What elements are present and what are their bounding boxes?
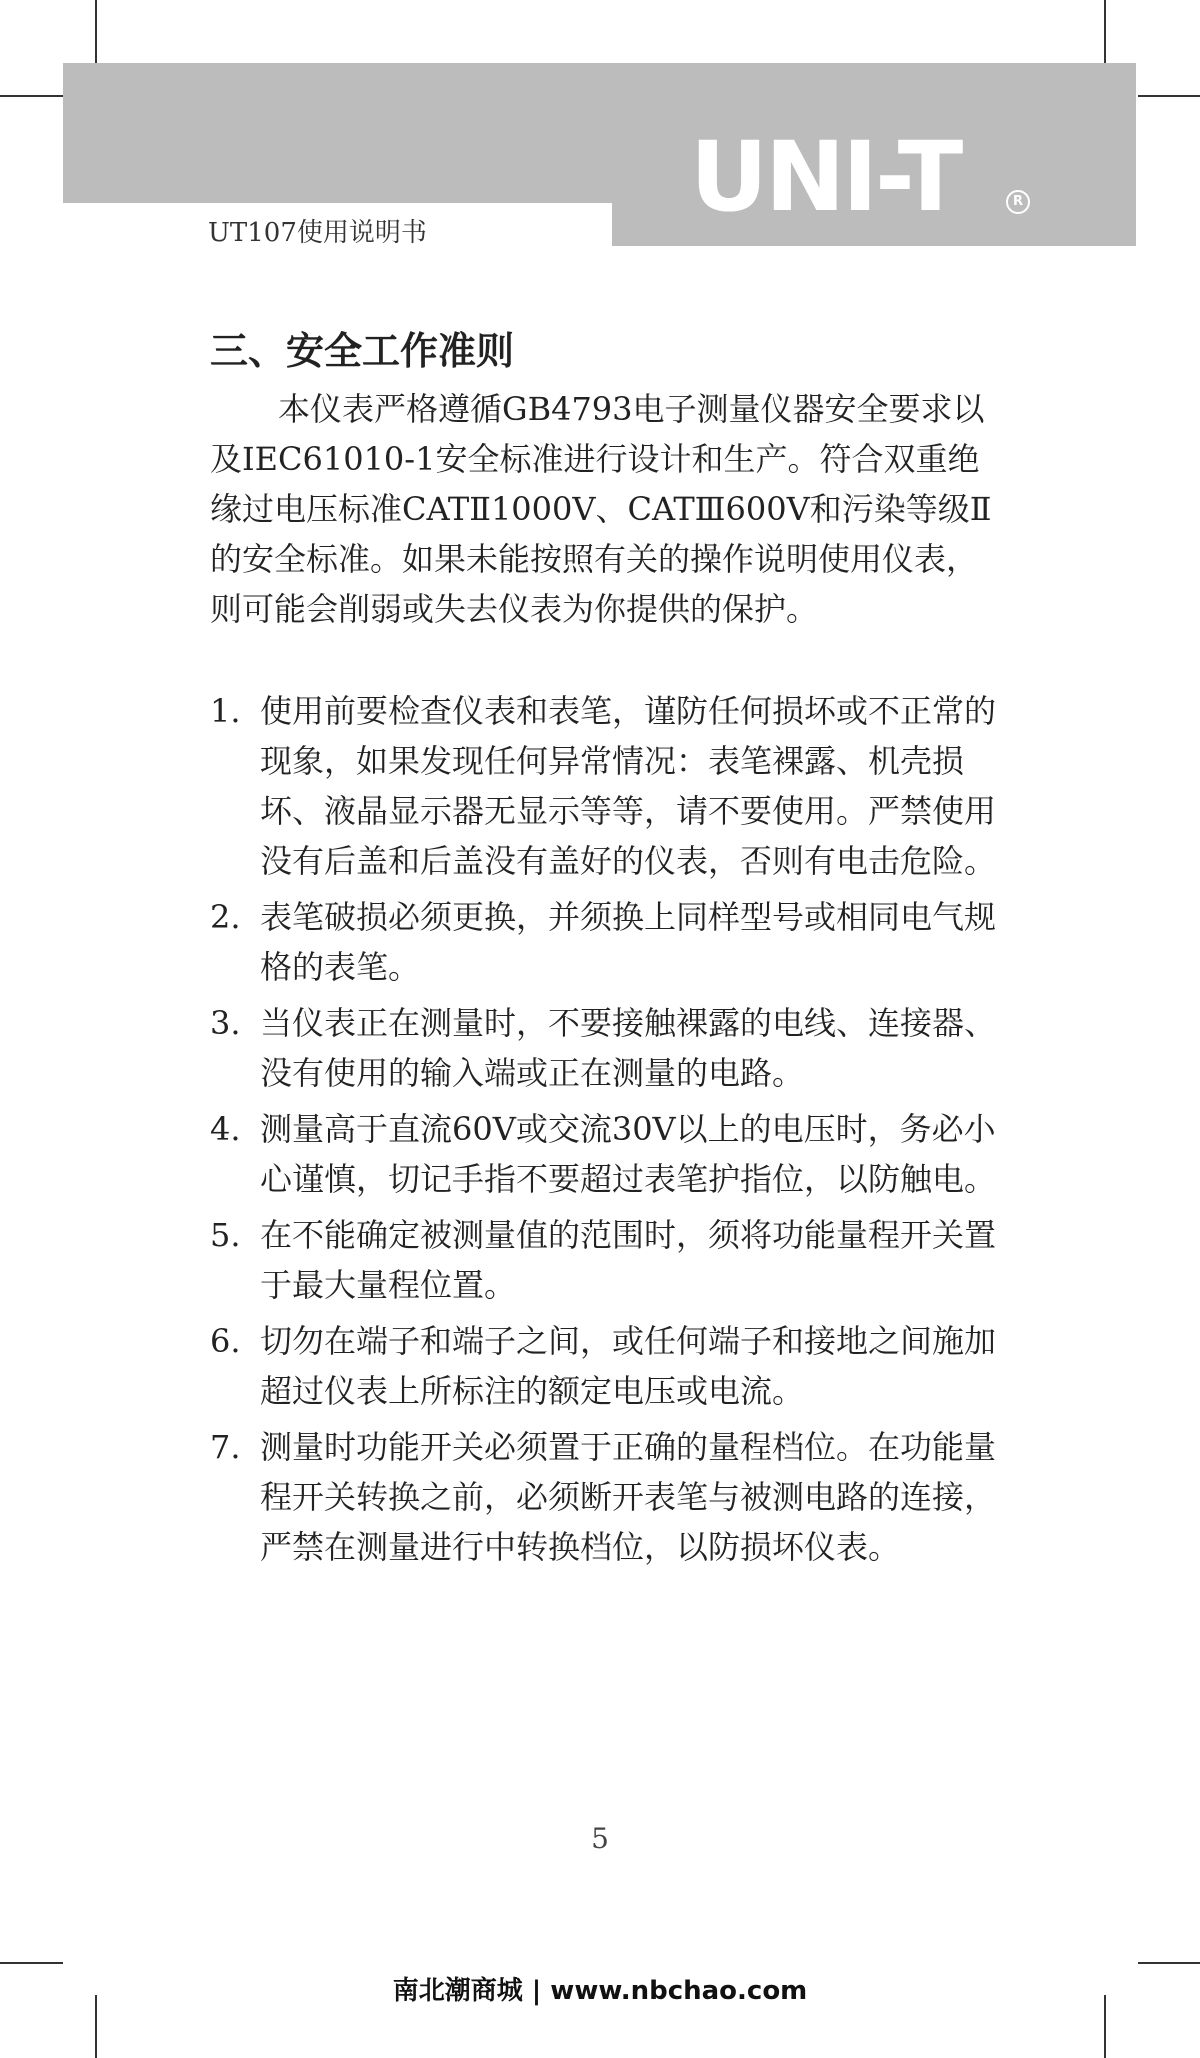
document-title: UT107使用说明书 [208, 218, 427, 248]
rule-number: 4. [210, 1110, 241, 1148]
page-number: 5 [591, 1822, 609, 1855]
rule-text: 当仪表正在测量时，不要接触裸露的电线、连接器、没有使用的输入端或正在测量的电路。 [260, 1004, 997, 1092]
rule-number: 2. [210, 898, 241, 936]
crop-mark-top-right-v [1104, 0, 1106, 63]
rule-text: 切勿在端子和端子之间，或任何端子和接地之间施加超过仪表上所标注的额定电压或电流。 [260, 1322, 997, 1410]
rule-text: 测量高于直流60V或交流30V以上的电压时，务必小心谨慎，切记手指不要超过表笔护指位，以防触电。 [260, 1110, 997, 1198]
footer-watermark: 南北潮商城 | www.nbchao.com [392, 1976, 808, 2006]
rule-item [210, 998, 1000, 1098]
rule-item [210, 1422, 1000, 1572]
rule-number: 6. [210, 1322, 241, 1360]
rule-text: 表笔破损必须更换，并须换上同样型号或相同电气规格的表笔。 [260, 898, 997, 986]
rule-item [210, 686, 1000, 886]
crop-mark-top-right-h [1138, 95, 1200, 97]
brand-logo: UNI-T [690, 121, 961, 233]
rule-number: 3. [210, 1004, 241, 1042]
rule-text: 在不能确定被测量值的范围时，须将功能量程开关置于最大量程位置。 [260, 1216, 997, 1304]
header-banner [63, 63, 1136, 203]
crop-mark-top-left-v [95, 0, 97, 63]
rule-number: 7. [210, 1428, 241, 1466]
section-heading: 三、安全工作准则 [210, 329, 515, 373]
intro-paragraph: 本仪表严格遵循GB4793电子测量仪器安全要求以及IEC61010-1安全标准进行设计和生产。符合双重绝缘过电压标准CATⅡ1000V、CATⅢ600V和污染等级Ⅱ的安全标准。如果未能按照有关的操作说明使用仪表，则可能会削弱或失去仪表为你提供的保护。 [210, 390, 992, 628]
crop-mark-bottom-left-h [0, 1962, 63, 1964]
crop-mark-bottom-right-h [1138, 1962, 1200, 1964]
rule-number: 5. [210, 1216, 241, 1254]
rule-item [210, 1210, 1000, 1310]
safety-rules-list [210, 686, 1000, 1578]
rule-number: 1. [210, 692, 241, 730]
rule-text: 使用前要检查仪表和表笔，谨防任何损坏或不正常的现象，如果发现任何异常情况：表笔裸露、机壳损坏、液晶显示器无显示等等，请不要使用。严禁使用没有后盖和后盖没有盖好的仪表，否则有电击危险。 [260, 692, 997, 880]
rule-item [210, 1316, 1000, 1416]
rule-text: 测量时功能开关必须置于正确的量程档位。在功能量程开关转换之前，必须断开表笔与被测电路的连接，严禁在测量进行中转换档位，以防损坏仪表。 [260, 1428, 997, 1566]
rule-item [210, 892, 1000, 992]
registered-mark-icon: R [1006, 190, 1030, 214]
rule-item [210, 1104, 1000, 1204]
crop-mark-top-left-h [0, 95, 63, 97]
